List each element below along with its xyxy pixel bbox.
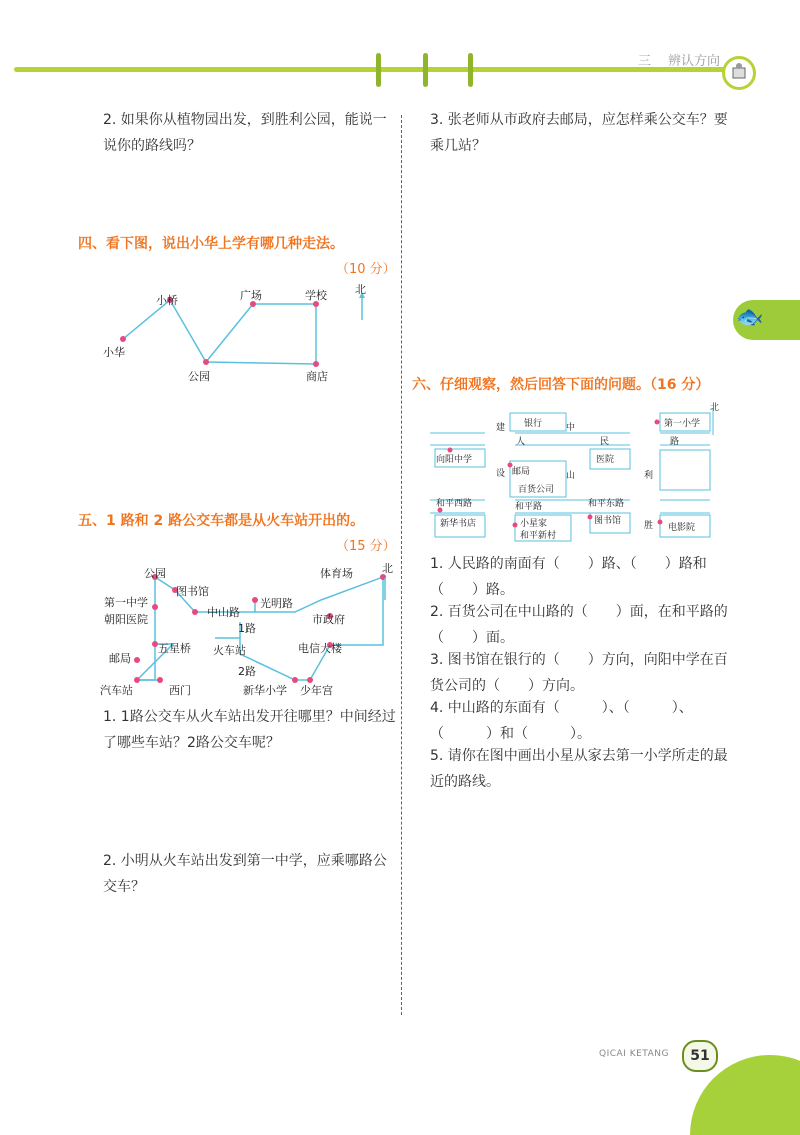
map-hepingxincun: 和平新村: [520, 531, 557, 541]
label-xiaohua: 小华: [103, 346, 125, 359]
question-2: 2. 如果你从植物园出发，到胜利公园，能说一说你的路线吗？: [103, 112, 387, 154]
point-gongyuan: [203, 359, 209, 365]
footer-brand: QICAI KETANG: [599, 1049, 669, 1059]
label-gongyuan: 公园: [188, 370, 210, 383]
map-xiaoxingjia: 小星家: [520, 519, 548, 529]
map-lu: 路: [670, 437, 680, 447]
label-shangdian: 商店: [306, 370, 328, 383]
map-hepingdonglu: 和平东路: [588, 499, 625, 509]
stop-gongyuan: 公园: [144, 567, 166, 580]
map-sheng: 胜: [644, 521, 654, 531]
stop-tiyuchang: 体育场: [320, 567, 353, 580]
stop-tushuguan: 图书馆: [176, 585, 209, 598]
section-6-item-5: 5. 请你在图中画出小星从家去第一小学所走的最近的路线。: [430, 748, 728, 790]
point-shangdian: [313, 361, 319, 367]
map-hepinglu: 和平路: [515, 502, 543, 512]
label-xiaoqiao: 小桥: [156, 294, 178, 307]
stop-zhongshanlu: 中山路: [207, 606, 240, 619]
section-5-title: 五、1 路和 2 路公交车都是从火车站开出的。: [78, 513, 365, 529]
map-xinhuashudian: 新华书店: [440, 519, 477, 529]
map-hepingxilu: 和平西路: [436, 499, 473, 509]
stop-xinhuaxiaoxue: 新华小学: [243, 684, 287, 697]
section-6-item-2: 2. 百货公司在中山路的（ ）面，在和平路的（ ）面。: [430, 604, 728, 646]
map-shan: 山: [566, 471, 576, 481]
section-5-score: （15 分）: [336, 539, 396, 554]
stop-diyizhongxue: 第一中学: [104, 596, 148, 609]
map-jian: 建: [496, 423, 506, 433]
map-li: 利: [644, 471, 654, 481]
fish-icon: 🐟: [736, 305, 764, 330]
section-6-item-3: 3. 图书馆在银行的（ ）方向，向阳中学在百货公司的（ ）方向。: [430, 652, 728, 694]
stop-ximen: 西门: [169, 684, 191, 697]
map-dianyingyuan: 电影院: [668, 523, 696, 533]
page-number: 51: [682, 1040, 718, 1072]
section-6-item-1: 1. 人民路的南面有（ ）路、（ ）路和（ ）路。: [430, 556, 707, 598]
binder-clip: [423, 53, 428, 87]
stop-guangminglu: 光明路: [260, 597, 293, 610]
stop-huochezhan: 火车站: [213, 644, 246, 657]
question-3: 3. 张老师从市政府去邮局，应怎样乘公交车？要乘几站？: [430, 112, 728, 154]
stop-qichezhan: 汽车站: [100, 684, 133, 697]
map-tushuguan: 图书馆: [594, 516, 622, 526]
map-she: 设: [496, 469, 506, 479]
section-6-item-4: 4. 中山路的东面有（ ）、（ ）、（ ）和（ ）。: [430, 700, 693, 742]
column-divider: [401, 115, 402, 1015]
label-north: 北: [382, 562, 393, 575]
map-baihuogongsi: 百货公司: [518, 485, 555, 495]
mascot-icon: [722, 56, 756, 90]
label-north: 北: [355, 283, 366, 296]
map-ren: 人: [516, 437, 526, 447]
label-route-1: 1路: [238, 622, 256, 635]
label-xuexiao: 学校: [305, 289, 327, 302]
point-xiaohua: [120, 336, 126, 342]
map-min: 民: [600, 437, 610, 447]
section-4-title: 四、看下图，说出小华上学有哪几种走法。: [78, 236, 344, 252]
map-zhong: 中: [566, 423, 576, 433]
stop-shaoniangong: 少年宫: [300, 684, 333, 697]
stop-shizhengfu: 市政府: [312, 613, 345, 626]
label-route-2: 2路: [238, 665, 256, 678]
stop-chaoyangyiyuan: 朝阳医院: [104, 613, 148, 626]
map-diyixiaoxue: 第一小学: [664, 419, 701, 429]
map-yiyuan: 医院: [596, 455, 615, 465]
stop-wuxingqiao: 五星桥: [158, 642, 191, 655]
section-6-title: 六、仔细观察，然后回答下面的问题。（16 分）: [412, 377, 710, 393]
map-xiangyangzhongxue: 向阳中学: [436, 455, 473, 465]
section-number: 三: [638, 54, 652, 69]
map-north: 北: [710, 403, 720, 413]
map-yinhang: 银行: [524, 419, 543, 429]
map-youju: 邮局: [512, 467, 531, 477]
section-4-score: （10 分）: [336, 262, 396, 277]
section-5-question-2: 2. 小明从火车站出发到第一中学，应乘哪路公交车？: [103, 853, 387, 895]
stop-dianxindalou: 电信大楼: [298, 642, 342, 655]
section-title: 辨认方向: [668, 54, 721, 69]
label-guangchang: 广场: [240, 289, 262, 302]
stop-youju: 邮局: [109, 652, 131, 665]
binder-clip: [376, 53, 381, 87]
binder-clip: [468, 53, 473, 87]
section-5-question-1: 1. 1路公交车从火车站出发开往哪里？中间经过了哪些车站？2路公交车呢？: [103, 709, 396, 751]
